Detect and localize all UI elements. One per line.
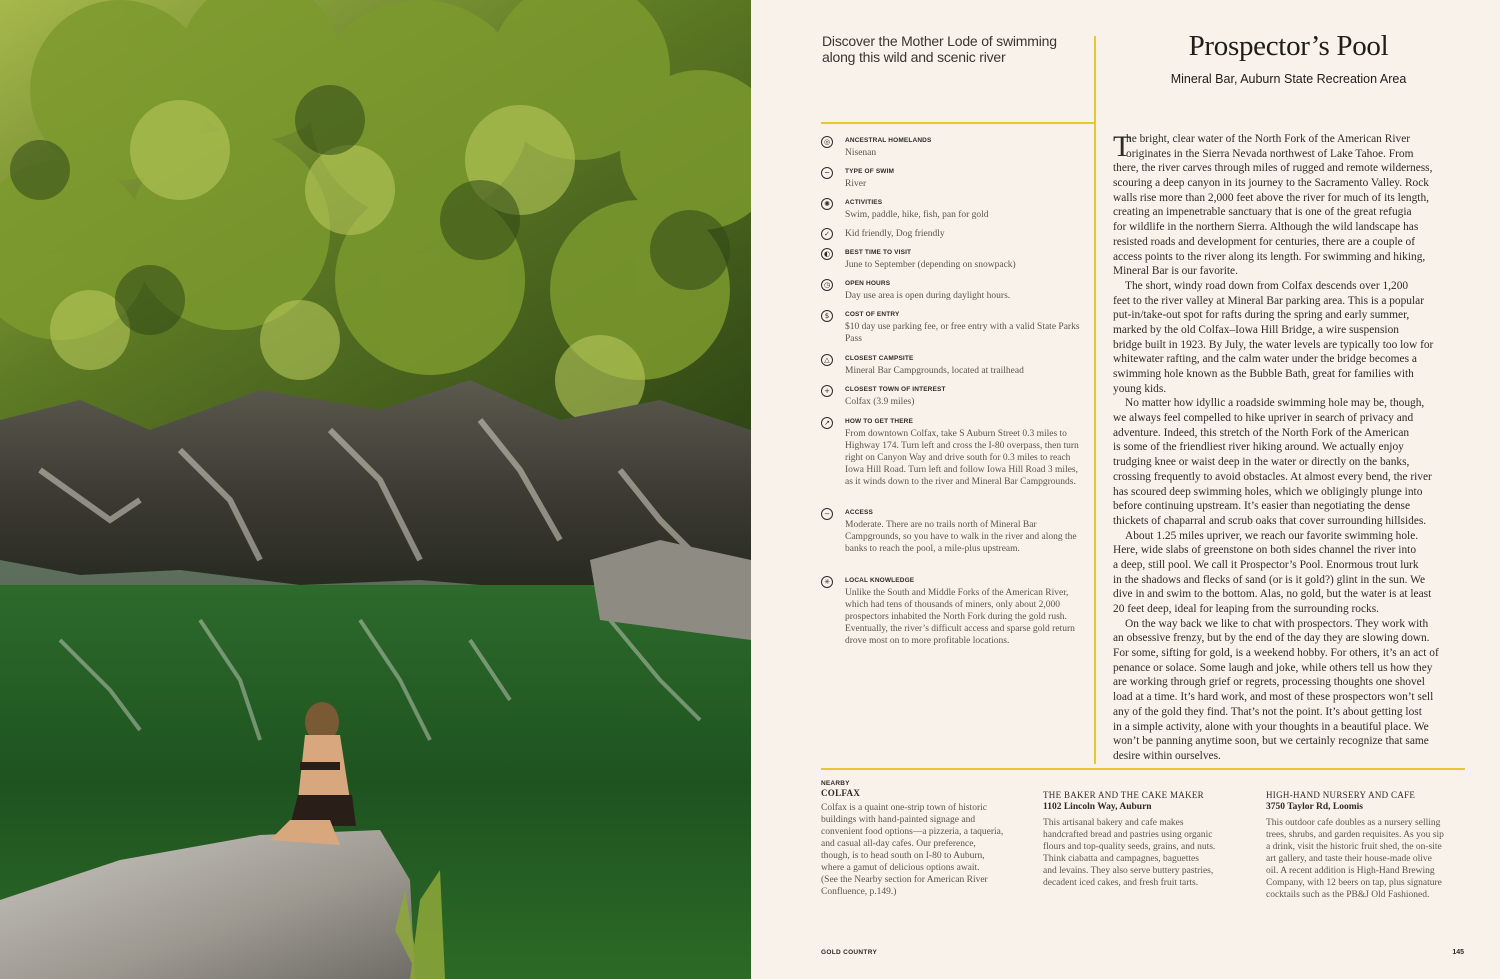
info-label: ACCESS bbox=[845, 509, 873, 516]
nearby-text-line: This outdoor cafe doubles as a nursery selling bbox=[1266, 818, 1441, 828]
nearby-text-line: and casual all-day cafes. Our preference, bbox=[821, 839, 976, 849]
body-line: are working through grief or regrets, processing thoughts one shovel bbox=[1113, 676, 1425, 689]
body-line: has scoured deep swimming holes, which we obligingly plunge into bbox=[1113, 485, 1423, 498]
info-value: Swim, paddle, hike, fish, pan for gold bbox=[845, 210, 989, 220]
nearby-text-line: flours and top-quality seeds, grains, and nuts. bbox=[1043, 842, 1216, 852]
info-label: ANCESTRAL HOMELANDS bbox=[845, 137, 932, 144]
nearby-town-block bbox=[821, 780, 1026, 898]
info-label: LOCAL KNOWLEDGE bbox=[845, 577, 915, 584]
info-label: ACTIVITIES bbox=[845, 199, 883, 206]
body-line: he bright, clear water of the North Fork of the American River bbox=[1126, 133, 1411, 145]
friendly-icon: ✓ bbox=[821, 228, 833, 240]
guide-page bbox=[751, 0, 1500, 979]
info-divider-rule bbox=[821, 122, 1096, 124]
body-line: in the shadows and flecks of sand (or is it gold?) glint in the sun. We bbox=[1113, 573, 1426, 586]
page-title: Prospector’s Pool bbox=[1188, 30, 1389, 62]
body-line: swimming hole known as the Bubble Bath, great for families with bbox=[1113, 368, 1414, 380]
nearby-text-line: Think ciabatta and campagnes, baguettes bbox=[1043, 854, 1199, 864]
intro-line: Discover the Mother Lode of swimming bbox=[822, 33, 1057, 49]
info-label: TYPE OF SWIM bbox=[845, 168, 895, 175]
nearby-place bbox=[1266, 790, 1481, 901]
body-line: resisted roads and development for centuries, there are a couple of bbox=[1113, 235, 1416, 248]
body-line: we always feel compelled to hike upriver in search of privacy and bbox=[1113, 412, 1414, 425]
nearby-text-line: convenient food options—a pizzeria, a taqueria, bbox=[821, 827, 1004, 837]
info-value: Day use area is open during daylight hours. bbox=[845, 291, 1011, 301]
intro-line: along this wild and scenic river bbox=[822, 49, 1006, 65]
body-line: walls rise more than 2,000 feet above the river for much of its length, bbox=[1113, 191, 1429, 204]
info-label: CLOSEST CAMPSITE bbox=[845, 355, 914, 362]
body-line: desire within ourselves. bbox=[1113, 749, 1221, 762]
info-value: Colfax (3.9 miles) bbox=[845, 397, 915, 407]
info-value: River bbox=[845, 179, 867, 189]
best-time-icon: ◐ bbox=[821, 248, 833, 260]
body-line: there, the river carves through miles of rugged and remote wilderness, bbox=[1113, 162, 1433, 175]
nearby-text-line: a drink, visit the historic fruit shed, the on-site bbox=[1266, 842, 1442, 852]
body-line: penance or solace. Some laugh and joke, while others tell us how they bbox=[1113, 661, 1433, 674]
body-line: Here, wide slabs of greenstone on both sides channel the river into bbox=[1113, 544, 1417, 557]
info-label: OPEN HOURS bbox=[845, 280, 891, 287]
section-footer: GOLD COUNTRY bbox=[821, 949, 878, 956]
page-number: 145 bbox=[1452, 949, 1464, 956]
info-value: June to September (depending on snowpack) bbox=[845, 260, 1016, 270]
campsite-icon: △ bbox=[821, 354, 833, 366]
body-line: creating an impenetrable sanctuary that is one of the great refugia bbox=[1113, 206, 1412, 219]
nearby-text-line: Colfax is a quaint one-strip town of historic bbox=[821, 803, 987, 813]
body-line: in a simple activity, alone with your thoughts in a beautiful place. We bbox=[1113, 720, 1429, 733]
info-value: From downtown Colfax, take S Auburn Street 0.3 miles to Highway 174. Turn left and cross the I-80 overpass, then turn right on Canyon Way and drive south for 0.3 miles to reach Iowa Hill Road. Turn left and follow Iowa Hill Road 3 miles, as it winds down to the river and Mineral Bar Campgrounds. bbox=[845, 429, 1079, 487]
body-line: For some, sifting for gold, is a weekend hobby. For others, it’s an act of bbox=[1113, 647, 1439, 660]
nearby-text-line: This artisanal bakery and cafe makes bbox=[1043, 818, 1184, 828]
nearby-place-text bbox=[1043, 817, 1258, 889]
body-line: is some of the friendliest river hiking around. We actually enjoy bbox=[1113, 441, 1404, 454]
ancestral-homelands-icon: ◎ bbox=[821, 136, 833, 148]
body-line: bridge built in 1923. By July, the water levels are typically too low for bbox=[1113, 338, 1434, 351]
body-line: About 1.25 miles upriver, we reach our favorite swimming hole. bbox=[1125, 529, 1419, 542]
info-value: Unlike the South and Middle Forks of the American River, which had tens of thousands of miners, only about 2,000 prospectors inhabited the North Fork during the gold rush. Eventually, the river’s difficult access and sparse gold return drove most on to more profitable locations. bbox=[845, 588, 1075, 646]
body-line: Mineral Bar is our favorite. bbox=[1113, 265, 1238, 278]
nearby-text-line: decadent iced cakes, and fresh fruit tarts. bbox=[1043, 878, 1199, 888]
body-line: adventure. Indeed, this stretch of the North Fork of the American bbox=[1113, 426, 1410, 439]
nearby-place-address: 3750 Taylor Rd, Loomis bbox=[1266, 802, 1363, 812]
nearby-text-line: though, is to head south on I-80 to Auburn, bbox=[821, 851, 985, 861]
nearby-place-name: THE BAKER AND THE CAKE MAKER bbox=[1043, 790, 1204, 800]
body-line: scouring a deep canyon in its journey to the Sacramento Valley. Rock bbox=[1113, 177, 1430, 190]
info-label: CLOSEST TOWN OF INTEREST bbox=[845, 386, 946, 393]
nearby-text-line: Company, with 12 beers on tap, plus signature bbox=[1266, 878, 1442, 888]
info-value: Moderate. There are no trails north of Mineral Bar Campgrounds, so you have to walk in the river and along the banks to reach the pool, a mile-plus upstream. bbox=[845, 520, 1077, 554]
nearby-place-name: HIGH-HAND NURSERY AND CAFE bbox=[1266, 790, 1416, 800]
open-hours-icon: ◷ bbox=[821, 279, 833, 291]
nearby-place-text bbox=[1266, 817, 1481, 901]
intro-tagline bbox=[822, 33, 1082, 65]
type-of-swim-icon: ~ bbox=[821, 167, 833, 179]
directions-icon: ↗ bbox=[821, 417, 833, 429]
info-label: COST OF ENTRY bbox=[845, 311, 900, 318]
access-icon: − bbox=[821, 508, 833, 520]
nearby-place bbox=[1043, 790, 1258, 889]
body-line: originates in the Sierra Nevada northwest of Lake Tahoe. From bbox=[1126, 147, 1414, 160]
activities-icon: ✺ bbox=[821, 198, 833, 210]
nearby-text-line: oil. A recent addition is High-Hand Brewing bbox=[1266, 866, 1435, 876]
info-label: BEST TIME TO VISIT bbox=[845, 249, 912, 256]
body-line: put-in/take-out spot for rafts during the spring and early summer, bbox=[1113, 309, 1410, 322]
nearby-divider-rule bbox=[821, 768, 1465, 770]
town-icon: + bbox=[821, 385, 833, 397]
nearby-text-line: and levains. They also serve buttery pastries, bbox=[1043, 866, 1214, 876]
drop-cap: T bbox=[1113, 130, 1132, 163]
nearby-place-address: 1102 Lincoln Way, Auburn bbox=[1043, 802, 1152, 812]
body-line: dive in and swim to the bottom. Alas, no gold, but the water is at least bbox=[1113, 588, 1432, 601]
body-line: access points to the river along its length. For swimming and hiking, bbox=[1113, 250, 1426, 263]
nearby-town-text bbox=[821, 802, 1026, 898]
info-label: HOW TO GET THERE bbox=[845, 418, 914, 425]
nearby-text-line: art gallery, and taste their house-made olive bbox=[1266, 854, 1432, 864]
nearby-text-line: Confluence, p.149.) bbox=[821, 887, 897, 897]
body-line: On the way back we like to chat with prospectors. They work with bbox=[1125, 617, 1429, 630]
nearby-text-line: buildings with hand-painted signage and bbox=[821, 815, 976, 825]
vertical-accent-rule bbox=[1094, 36, 1096, 764]
nearby-text-line: (See the Nearby section for American River bbox=[821, 875, 988, 885]
body-text bbox=[1113, 132, 1463, 764]
body-line: trudging knee or waist deep in the water or directly on the banks, bbox=[1113, 456, 1410, 469]
nearby-text-line: cocktails such as the PB&J Old Fashioned. bbox=[1266, 890, 1430, 900]
cost-icon: $ bbox=[821, 310, 833, 322]
body-line: feet to the river valley at Mineral Bar parking area. This is a popular bbox=[1113, 294, 1425, 307]
page-subtitle: Mineral Bar, Auburn State Recreation Area bbox=[1170, 72, 1407, 86]
nearby-town-name: COLFAX bbox=[821, 788, 861, 798]
body-line: crossing frequently to avoid obstacles. At almost every bend, the river bbox=[1113, 470, 1432, 483]
body-line: an obsessive frenzy, but by the end of the day they are slowing down. bbox=[1113, 632, 1430, 645]
info-value: Nisenan bbox=[845, 148, 877, 158]
nearby-text-line: trees, shrubs, and garden requisites. As you sip bbox=[1266, 830, 1444, 840]
body-line: The short, windy road down from Colfax descends over 1,200 bbox=[1125, 279, 1409, 292]
body-line: whitewater rafting, and the calm water under the bridge becomes a bbox=[1113, 353, 1417, 366]
body-line: a deep, still pool. We call it Prospector’s Pool. Enormous trout lurk bbox=[1113, 558, 1419, 571]
nearby-heading: NEARBY bbox=[821, 780, 850, 787]
body-line: thickets of chaparral and scrub oaks that cover surrounding hillsides. bbox=[1113, 514, 1427, 527]
body-line: No matter how idyllic a roadside swimming hole may be, though, bbox=[1125, 397, 1425, 410]
body-line: for wildlife in the northern Sierra. Although the wild landscape has bbox=[1113, 221, 1419, 234]
info-value: Mineral Bar Campgrounds, located at trailhead bbox=[845, 366, 1024, 376]
body-line: load at a time. It’s hard work, and most of these prospectors won’t sell bbox=[1113, 691, 1434, 704]
body-line: any of the gold they find. That’s not the point. It’s about getting lost bbox=[1113, 705, 1422, 718]
body-line: marked by the old Colfax–Iowa Hill Bridge, a wire suspension bbox=[1113, 323, 1399, 336]
nearby-text-line: where a gamut of delicious options await. bbox=[821, 863, 980, 873]
body-line: before continuing upstream. It’s easier than negotiating the dense bbox=[1113, 500, 1411, 513]
nearby-text-line: handcrafted bread and pastries using organic bbox=[1043, 830, 1213, 840]
body-line: young kids. bbox=[1113, 382, 1167, 395]
body-line: won’t be panning anytime soon, but we certainly recognize that same bbox=[1113, 735, 1429, 748]
local-knowledge-icon: ✳ bbox=[821, 576, 833, 588]
info-value: Kid friendly, Dog friendly bbox=[845, 229, 945, 239]
info-value: $10 day use parking fee, or free entry with a valid State Parks Pass bbox=[845, 322, 1080, 344]
body-line: 20 feet deep, ideal for leaping from the surrounding rocks. bbox=[1113, 603, 1380, 615]
